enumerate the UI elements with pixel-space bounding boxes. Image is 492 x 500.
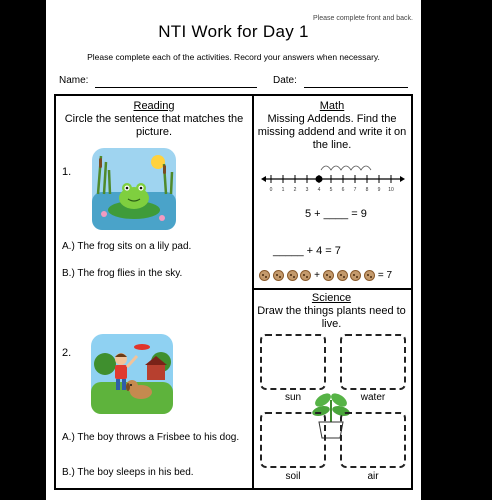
eq1-blank[interactable]: ____ (323, 208, 349, 220)
eq2-blank[interactable]: _____ (273, 245, 304, 257)
cookie-icon (337, 270, 348, 281)
math-title: Math (319, 100, 345, 112)
number-line-label: 9 (377, 187, 381, 193)
science-section (252, 288, 411, 488)
number-line-label: 2 (293, 187, 297, 193)
number-line-label: 7 (353, 187, 357, 193)
air-label: air (367, 471, 379, 482)
cookie-icon (273, 270, 284, 281)
soil-drawing-box[interactable] (260, 412, 326, 468)
math-equation-3 (259, 270, 392, 281)
activity-grid (54, 94, 413, 490)
math-instructions: Missing Addends. Find the missing addend and write it on the line. (257, 113, 407, 151)
frog-picture (92, 148, 176, 230)
cookie-icon (259, 270, 270, 281)
cookie-icon (287, 270, 298, 281)
science-title: Science (311, 292, 352, 304)
water-drawing-box[interactable] (340, 334, 406, 390)
eq3-plus: + (314, 270, 320, 282)
page-title: NTI Work for Day 1 (158, 22, 309, 41)
q2-option-a[interactable]: A.) The boy throws a Frisbee to his dog. (62, 432, 240, 443)
reading-title: Reading (133, 100, 175, 112)
cookie-icon (300, 270, 311, 281)
air-drawing-box[interactable] (340, 412, 406, 468)
page-instructions: Please complete each of the activities. Record your answers when necessary. (87, 52, 380, 62)
name-label: Name: (59, 75, 89, 86)
cookie-icon (323, 270, 334, 281)
water-label: water (360, 392, 386, 403)
reading-instructions: Circle the sentence that matches the picture. (64, 113, 244, 138)
question-2-number: 2. (62, 347, 72, 359)
boy-dog-picture (91, 334, 173, 414)
q1-option-b[interactable]: B.) The frog flies in the sky. (62, 268, 183, 279)
reading-section (56, 96, 254, 488)
science-instructions: Draw the things plants need to live. (257, 305, 406, 330)
number-line-label: 3 (305, 187, 309, 193)
sun-label: sun (284, 392, 302, 403)
number-line-label: 4 (317, 187, 321, 193)
number-line-marker (316, 176, 323, 183)
name-field-line[interactable] (95, 87, 257, 88)
q1-option-a[interactable]: A.) The frog sits on a lily pad. (62, 241, 192, 252)
eq1-right: = 9 (351, 208, 367, 220)
q2-option-b[interactable]: B.) The boy sleeps in his bed. (62, 467, 194, 478)
number-line-label: 8 (365, 187, 369, 193)
date-field-line[interactable] (304, 87, 408, 88)
front-back-note: Please complete front and back. (312, 15, 413, 22)
number-line-label: 0 (269, 187, 273, 193)
eq1-left: 5 + (305, 208, 321, 220)
sun-drawing-box[interactable] (260, 334, 326, 390)
cookie-icon (364, 270, 375, 281)
number-line-label: 6 (341, 187, 345, 193)
eq2-right: + 4 = 7 (306, 245, 341, 257)
math-equation-2 (273, 245, 341, 257)
number-line-label: 1 (281, 187, 285, 193)
worksheet-page (46, 0, 421, 500)
question-1-number: 1. (62, 166, 72, 178)
date-label: Date: (273, 75, 297, 86)
math-section (253, 96, 411, 288)
number-line-label: 5 (329, 187, 333, 193)
eq3-right: = 7 (377, 270, 393, 282)
cookie-icon (350, 270, 361, 281)
soil-label: soil (285, 471, 301, 482)
number-line-label: 10 (388, 187, 394, 193)
math-equation-1 (305, 208, 367, 220)
